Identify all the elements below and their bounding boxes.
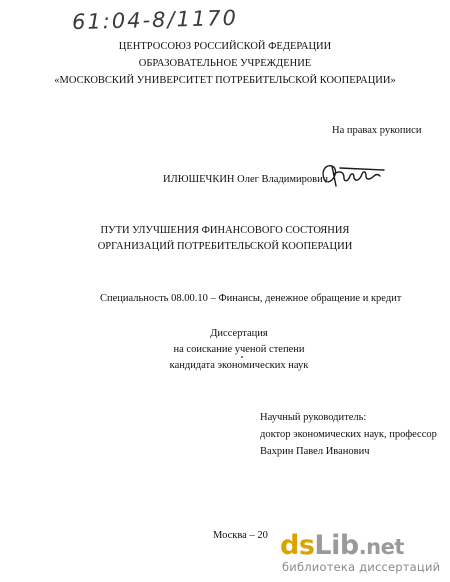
degree-name: кандидата экономических наук bbox=[169, 360, 309, 371]
supervisor-name: Вахрин Павел Иванович bbox=[260, 446, 370, 457]
ink-dot bbox=[241, 356, 243, 358]
author-signature bbox=[318, 160, 388, 194]
header-line-organization: ЦЕНТРОСОЮЗ РОССИЙСКОЙ ФЕДЕРАЦИИ bbox=[118, 41, 332, 52]
header-line-institution-type: ОБРАЗОВАТЕЛЬНОЕ УЧРЕЖДЕНИЕ bbox=[138, 58, 312, 69]
dissertation-title-line-2: ОРГАНИЗАЦИЙ ПОТРЕБИТЕЛЬСКОЙ КООПЕРАЦИИ bbox=[97, 241, 353, 252]
dissertation-label: Диссертация bbox=[210, 328, 268, 339]
archive-stamp-number: 61:04-8/1170 bbox=[71, 5, 239, 35]
author-name: ИЛЮШЕЧКИН Олег Владимирович bbox=[163, 174, 329, 185]
supervisor-degree: доктор экономических наук, профессор bbox=[260, 429, 437, 440]
supervisor-label: Научный руководитель: bbox=[260, 412, 367, 423]
header-line-university: «МОСКОВСКИЙ УНИВЕРСИТЕТ ПОТРЕБИТЕЛЬСКОЙ КООПЕРАЦИИ» bbox=[54, 75, 396, 86]
dissertation-title-line-1: ПУТИ УЛУЧШЕНИЯ ФИНАНСОВОГО СОСТОЯНИЯ bbox=[100, 225, 350, 236]
dslib-logo: dsLib.net bbox=[280, 530, 404, 561]
dslib-watermark bbox=[280, 530, 445, 578]
rights-note: На правах рукописи bbox=[332, 125, 422, 136]
dslib-subtitle: библиотека диссертаций bbox=[282, 560, 441, 574]
city-year: Москва – 20 bbox=[213, 530, 268, 541]
specialty-line: Специальность 08.00.10 – Финансы, денежное обращение и кредит bbox=[100, 293, 402, 304]
degree-purpose: на соискание ученой степени bbox=[173, 344, 305, 355]
